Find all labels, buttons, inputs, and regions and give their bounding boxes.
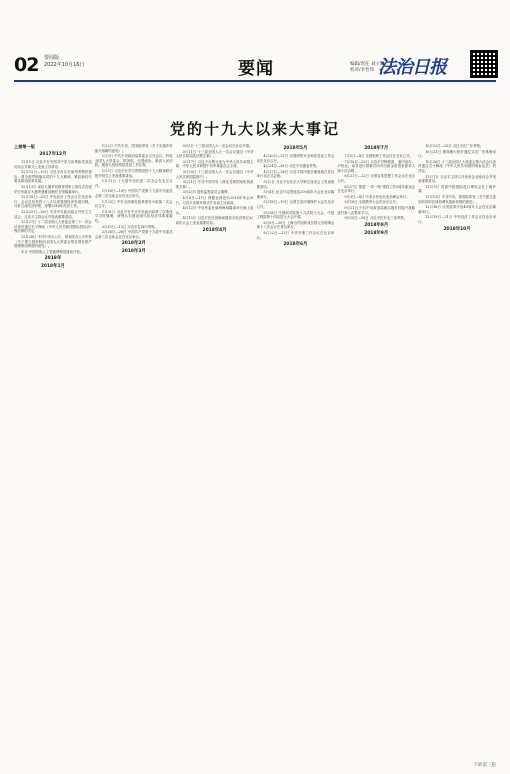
event-paragraph: 4月27日—28日 习近平同印度总理莫迪在武汉举行非正式会晤。 [256,169,335,179]
column-5 [337,144,415,750]
month-heading: 2018年4月 [202,227,227,233]
event-paragraph: 11月5日 首届中国国际进口博览会在上海开幕。 [418,184,496,194]
proofreader-line: 校对/李晋伟 [350,68,375,73]
event-paragraph: 12月18日 庆祝改革开放40周年大会在北京隆重举行。 [418,205,496,214]
column-6-body [418,144,496,225]
month-heading: 2018年2月 [121,241,146,247]
event-paragraph: 12月28日 中共中央办公厅、国务院办公厅印发《关于建立国务院向全国人大常委会报告国有资产管理情况制度的意见》。 [14,234,92,249]
event-paragraph: 4月24日—28日 习近平在湖北考察。 [263,164,320,169]
event-paragraph: 5月18日—19日 全国生态环境保护大会在北京召开。 [256,200,335,209]
event-paragraph: 5月4日 纪念马克思诞辰200周年大会在北京隆重举行。 [256,190,335,199]
event-paragraph: 12月25日—26日 中共中央政治局召开民主生活会，习近平主持会议并发表重要讲话。 [14,209,92,219]
event-paragraph: 7月19日—29日 习近平对阿联酋、塞内加尔、卢旺达、南非进行国事访问并出席金砖国家领导人第十次会晤。 [337,159,416,173]
event-paragraph: 1月18日—19日 中国共产党第十九届中央委员会第二次全体会议在北京举行。 [94,189,173,198]
event-paragraph: 本月 中国首座人工智能博物馆建成开放。 [21,249,84,254]
event-paragraph: 12月13日 南京大屠杀死难者国家公祭仪式在侵华日军南京大屠杀遇难同胞纪念馆隆重举行。 [14,184,92,194]
column-2-body [95,144,173,239]
event-paragraph: 1月3日 中共中央政治局常委会召开会议，听取全国人大常委会、国务院、全国政协、最高人民法院、最高人民检察院党组工作汇报。 [94,154,173,168]
event-paragraph: 10月22日—25日 习近平在广东考察。 [425,144,484,148]
month-heading: 2018年10月 [443,226,471,232]
event-paragraph: 11月1日 习近平主持召开民营企业座谈会并发表重要讲话。 [418,174,496,184]
event-paragraph: 8月27日 推进“一带一路”建设工作5周年座谈会在北京举行。 [337,184,416,194]
month-heading: 2018年1月 [40,264,65,270]
month-heading: 2018年9月 [364,230,389,236]
issue-date: 2022年10月16日 [44,62,85,68]
event-paragraph: 4月12日 中央军委在南海海域隆重举行海上阅兵。 [175,206,254,215]
column-3-body [176,144,254,226]
event-paragraph: 12月18日—20日 中央经济工作会议在北京举行。会议总结党的十八大以来我国经济发展历程，分析当前经济形势，部署2018年经济工作。 [14,195,92,209]
event-paragraph: 5月2日 习近平在北京大学师生座谈会上发表重要讲话。 [256,179,335,189]
event-paragraph: 1月23日 中央全面深化改革领导小组第二次会议召开。 [94,199,173,209]
event-paragraph: 1月5日 习近平在学习贯彻党的十九大精神研讨班开班式上发表重要讲话。 [94,168,173,178]
event-paragraph: 9月10日 全国教育大会在北京召开。 [344,200,400,205]
event-paragraph: 4月8日—11日 博鳌亚洲论坛2018年年会举行，习近平出席开幕式并发表主旨演讲。 [175,195,254,205]
qr-code-icon [470,50,498,78]
event-paragraph: 2月26日—28日 中国共产党第十九届中央委员会第三次全体会议在北京举行。 [94,230,173,239]
event-paragraph: 5月28日 中国科学院第十九次院士大会、中国工程院第十四次院士大会开幕。 [256,210,335,220]
month-heading: 2018年6月 [283,242,308,248]
event-paragraph: 3月17日 习近平全票当选为中华人民共和国主席、中华人民共和国中央军事委员会主席。 [175,159,254,169]
year-heading: 2018年 [44,256,62,262]
column-5-body [337,154,415,221]
event-paragraph: 3月5日 十三届全国人大一次会议在北京开幕。 [182,144,253,148]
column-2 [95,144,173,750]
event-paragraph: 2月10日—13日 习近平在四川考察。 [101,224,158,229]
event-paragraph: 6月9日—10日 上海合作组织成员国元首理事会第十八次会议在青岛举行。 [256,220,335,230]
section-title: 要闻 [238,59,274,79]
event-paragraph: 10月23日 港珠澳大桥开通仪式在广东珠海举行。 [418,149,496,159]
event-paragraph: 8月21日—22日 全国宣传思想工作会议在北京召开。 [337,174,416,183]
event-paragraph: 12月27日 十二届全国人大常委会第三十一次会议表决通过关于修改《中华人民共和国招标投标法》等法律的决定。 [14,220,92,234]
month-heading: 2017年12月 [39,152,67,157]
event-paragraph: 12月19日—21日 中央经济工作会议在北京举行。 [418,215,496,224]
event-paragraph: 3月11日 十三届全国人大一次会议通过《中华人民共和国宪法修正案》。 [175,149,254,159]
event-paragraph: 1月2日 中共中央、国务院印发《关于实施乡村振兴战略的意见》。 [94,144,173,153]
event-paragraph: 11月13日 中共中央、国务院印发《关于建立更加有效的区域协调发展新机制的意见》。 [418,194,496,204]
continued-on-link[interactable]: 下转第三版 [473,763,496,768]
event-paragraph: 9月3日—4日 中非合作论坛北京峰会举行。 [344,194,410,199]
page-header [0,0,510,78]
event-paragraph: 7月3日—4日 全国组织工作会议在北京召开。 [344,154,413,158]
month-heading: 2018年7月 [364,146,389,151]
month-heading: 2018年5月 [283,146,308,151]
edition-label: 要闻版 [44,55,60,61]
event-paragraph: 3月23日 国家监察委员会揭牌。 [182,190,231,195]
edition-meta [44,55,84,69]
event-paragraph: 9月21日 中共中央政治局就实施乡村振兴战略进行第八次集体学习。 [337,205,416,215]
column-4-body [256,154,334,240]
month-heading: 2018年3月 [121,249,146,255]
event-paragraph: 4月13日 习近平在庆祝海南建省办经济特区30周年大会上发表重要讲话。 [175,216,254,225]
column-1-body [14,160,92,254]
column-6 [418,144,496,750]
event-paragraph: 10月26日 十三届全国人大常委会第六次会议表决通过关于修改《中华人民共和国刑事诉讼法》的决定。 [418,159,496,173]
event-paragraph: 12月12日—13日 习近平在江苏徐州考察时指出，要全面贯彻落实党的十九大精神，紧扣新时代要求推动改革发展。 [14,170,92,184]
column-1 [14,144,92,750]
event-paragraph: 6月22日—23日 中央外事工作会议在北京举行。 [256,230,335,240]
column-4 [256,144,334,750]
page-number: 02 [14,54,39,76]
continued-note: 上接第一版 [14,144,35,149]
event-paragraph: 12月1日 习近平在中国共产党与世界政党高层对话会开幕式上发表主旨讲话。 [14,160,92,169]
page-footer [14,762,496,770]
column-3 [176,144,254,750]
event-paragraph: 3月20日 十三届全国人大一次会议通过《中华人民共和国监察法》。 [175,169,254,179]
event-paragraph: 1月11日 十九届中央纪委二次全会在北京召开。 [94,179,173,188]
editor-line: 编辑/责任 刘子阳 [350,62,385,67]
event-paragraph: 1月31日 习近平在中共中央政治局第三次集体学习时强调，深刻认识建设现代化经济体系重要性。 [94,209,173,223]
month-heading: 2018年8月 [364,222,389,228]
masthead-logo: 法治日报 [378,57,446,78]
article-title: 党的十九大以来大事记 [169,120,340,138]
event-paragraph: 3月21日 中共中央印发《深化党和国家机构改革方案》。 [175,180,254,189]
event-paragraph: 4月20日—21日 全国网络安全和信息化工作会议在北京召开。 [256,154,335,163]
article-body [14,144,496,750]
event-paragraph: 9月25日—28日 习近平在东北三省考察。 [344,216,408,221]
header-rule [14,80,496,82]
